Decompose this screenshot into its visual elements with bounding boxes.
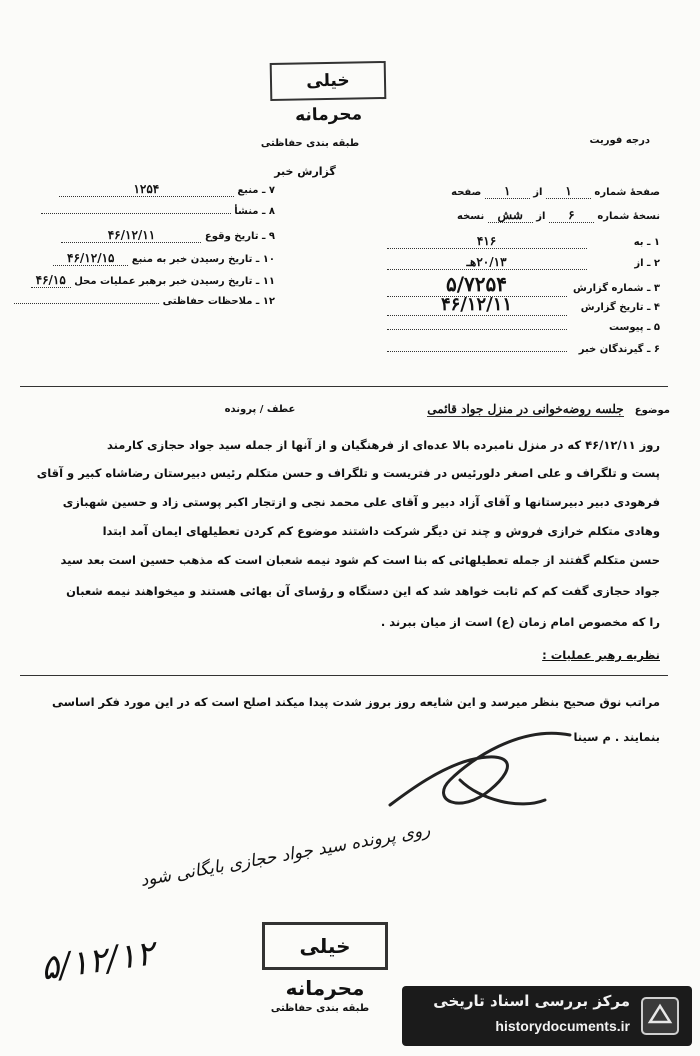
bottom-confidential-stamp	[262, 922, 388, 1000]
footer-classification-label: طبقه بندی حفاظتی	[270, 1003, 370, 1014]
to-row	[370, 234, 660, 249]
field-value: ۲۰/۱۳هـ	[387, 255, 587, 270]
opinion-line: مراتب نوق صحیح بنظر میرسد و این شایعه روز بروز شدت پیدا میکند اصلح است که در این مورد فکر اساسی	[52, 695, 660, 709]
leader-title: نظریه رهبر عملیات :	[542, 648, 660, 662]
field-tail: صفحه	[451, 187, 482, 198]
field-label: ۸ ـ منشأ	[234, 206, 275, 217]
field-value	[387, 351, 567, 352]
field-label: ۵ ـ پیوست	[608, 322, 660, 333]
security-notes-row	[20, 296, 275, 307]
field-mid: از	[533, 187, 543, 198]
top-confidential-stamp	[270, 61, 387, 126]
body-line: حسن متکلم گفتند از جمله تعطیلهائی که بنا است کم شود نیمه شعبان است که مذهب حسین است بعد سید	[60, 553, 660, 567]
field-label: ۱۲ ـ ملاحظات حفاظتی	[162, 296, 275, 307]
archive-url: historydocuments.ir	[495, 1018, 630, 1034]
source-row	[20, 182, 275, 197]
field-label: ۱ ـ به	[633, 237, 660, 248]
top-stamp-text: خیلی محرمانه	[294, 70, 363, 126]
field-value2: ۱	[485, 184, 530, 199]
field-label: ۴ ـ تاریخ گزارش	[580, 302, 660, 313]
archive-watermark	[402, 986, 692, 1046]
body-line: فرهودی دبیر دبیرستانها و آقای آزاد دبیر و آقای علی محمد نجی و ازتجار اکبر پوستی زاد و حسین شهبازی	[62, 495, 660, 509]
field-label: ۲ ـ از	[634, 258, 660, 269]
copy-number-row	[420, 208, 660, 223]
section-divider	[20, 386, 668, 387]
occurrence-date-row	[20, 228, 275, 243]
archive-logo-icon	[636, 992, 684, 1040]
field-tail: نسخه	[457, 211, 485, 222]
handwritten-note: روی پرونده سید جواد حجازی بایگانی شود	[138, 820, 432, 891]
attachment-row	[370, 322, 660, 333]
page-number-row	[420, 184, 660, 199]
field-label: نسخهٔ شماره	[597, 211, 660, 222]
field-value: ۴۶/۱۲/۱۵	[53, 251, 128, 266]
field-label: ۱۰ ـ تاریخ رسیدن خبر به منبع	[131, 254, 275, 265]
subject-text: جلسه روضه‌خوانی در منزل جواد قائمی	[427, 402, 624, 416]
classification-label: طبقه بندی حفاظتی	[260, 138, 360, 149]
field-value: ۱۲۵۴	[59, 182, 234, 197]
from-row	[370, 255, 660, 270]
field-value: ۴۶/۱۲/۱۱	[61, 228, 201, 243]
field-value: ۵/۷۲۵۴	[387, 272, 567, 297]
field-label: ۶ ـ گیرندگان خبر	[578, 344, 660, 355]
report-date-row	[370, 294, 660, 316]
archive-title: مرکز بررسی اسناد تاریخی	[433, 992, 630, 1010]
signature-mark	[370, 720, 590, 830]
section-divider	[20, 675, 668, 676]
case-label: عطف / پرونده	[224, 404, 296, 415]
field-value: ۴۱۶	[387, 234, 587, 249]
handwritten-date: ۵/۱۲/۱۲	[38, 933, 157, 989]
body-line: جواد حجازی گفت کم کم ثابت خواهد شد که این دستگاه و رؤسای آن بهائی هستند و میخواهند نیمه شعبان	[66, 584, 660, 598]
subject-label: موضوع	[634, 405, 670, 416]
body-line: را که مخصوص امام زمان (ع) است از میان ببرند .	[380, 615, 660, 629]
leader-received-row	[20, 273, 275, 288]
field-value	[387, 329, 567, 330]
field-value: ۱	[546, 184, 591, 199]
field-value	[14, 303, 159, 304]
field-value: ۴۶/۱۲/۱۱	[387, 294, 567, 316]
field-label: ۳ ـ شماره گزارش	[573, 283, 660, 294]
recipients-row	[370, 344, 660, 355]
body-line: وهادی متکلم خرازی فروش و چند تن دیگر شرکت داشتند موضوع کم کردن تعطیلهای ایمان آمد ابتدا	[102, 524, 660, 538]
body-line: روز ۴۶/۱۲/۱۱ که در منزل نامبرده بالا عده‌ای از فرهنگیان و از آنها از جمله سید جواد حجازی کارمند	[106, 438, 660, 452]
field-value: ۶	[549, 208, 594, 223]
field-label: صفحهٔ شماره	[594, 187, 660, 198]
field-label: ۷ ـ منبع	[237, 185, 275, 196]
report-title: گزارش خبر	[274, 165, 336, 178]
bottom-stamp-text: خیلی محرمانه	[285, 934, 365, 1000]
field-mid: از	[536, 211, 546, 222]
field-value2: شش	[488, 208, 533, 223]
source-received-row	[20, 251, 275, 266]
body-line: پست و تلگراف و علی اصغر دلورئیس در فتریست و تلگراف و حسن متکلم رئیس دبیرستان رضاشاه کبیر و آقای	[36, 466, 660, 480]
priority-label: درجه فوریت	[589, 135, 650, 146]
field-label: ۱۱ ـ تاریخ رسیدن خبر برهبر عملیات محل	[74, 276, 275, 287]
field-value: ۴۶/۱۵	[31, 273, 71, 288]
field-label: ۹ ـ تاریخ وقوع	[204, 231, 275, 242]
opinion-line: بنمایند . م سینا	[573, 730, 660, 744]
subject-row	[360, 398, 670, 417]
origin-row	[20, 206, 275, 217]
field-value	[41, 213, 231, 214]
